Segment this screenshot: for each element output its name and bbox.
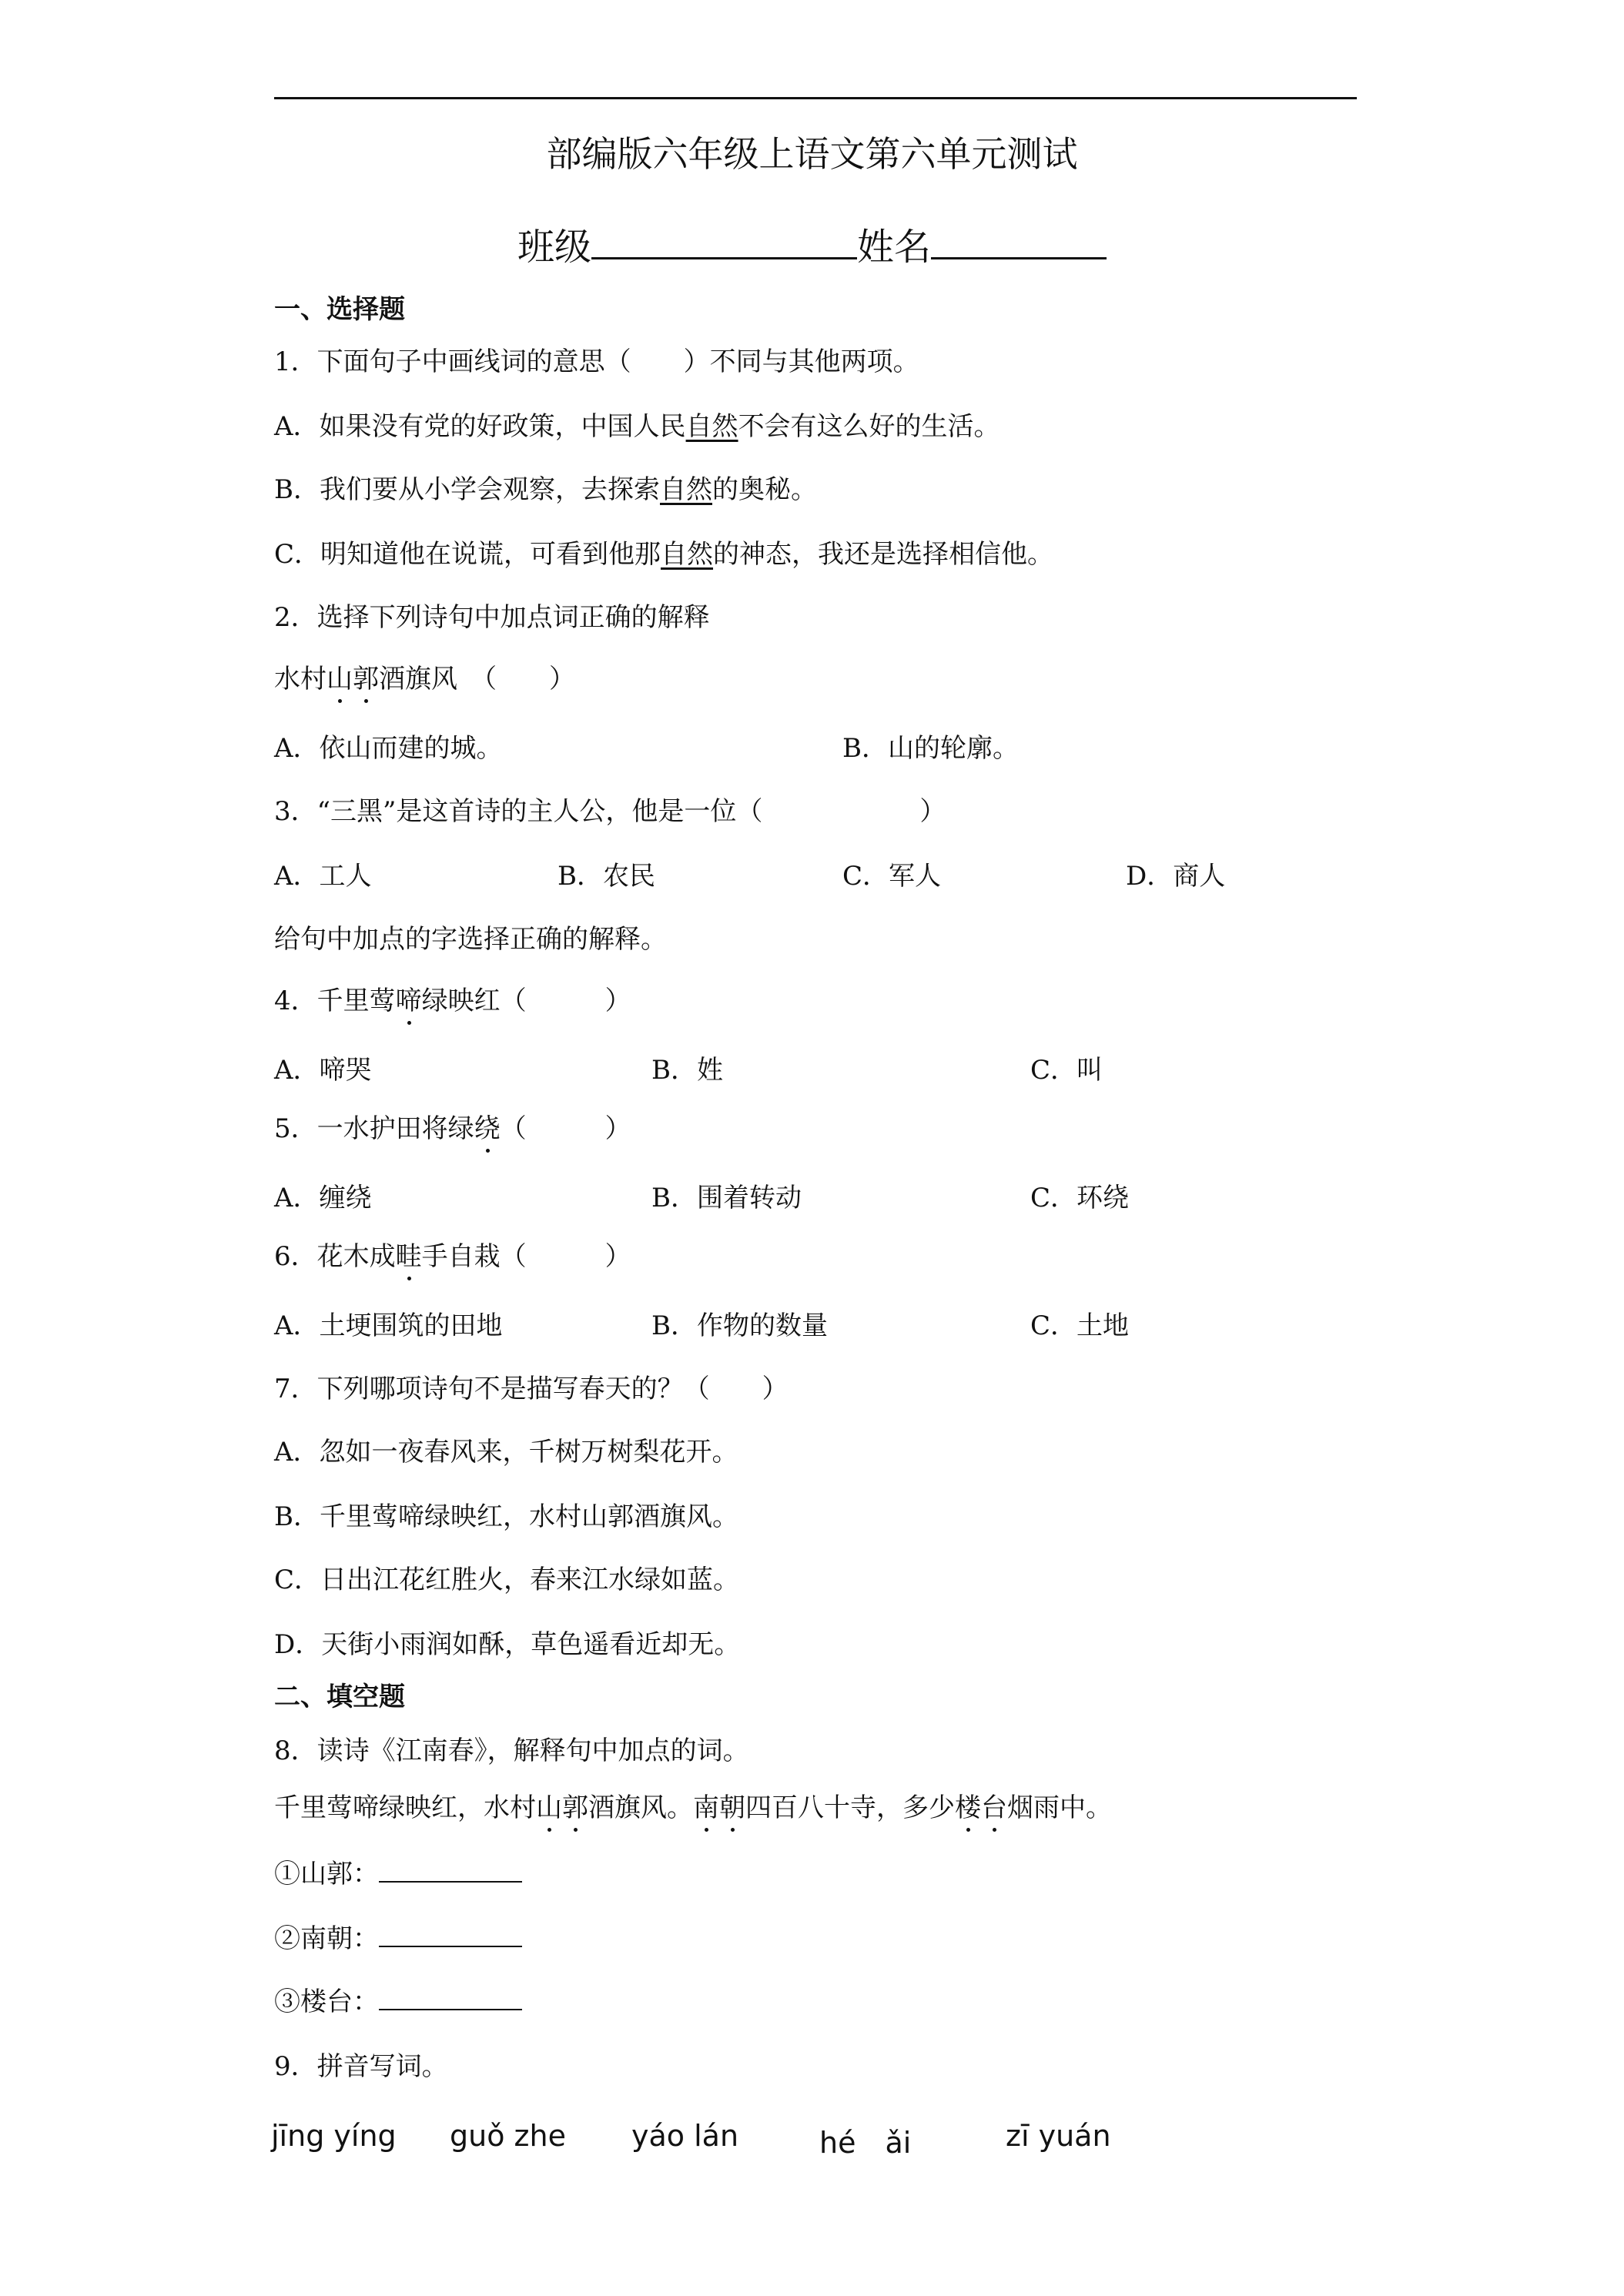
- dotted-char: 南: [693, 1786, 719, 1824]
- question-4-option-c[interactable]: C．叫: [1030, 1055, 1103, 1086]
- section-heading-choice: 一、选择题: [274, 294, 405, 325]
- poem-text: 千里莺啼绿映红，水村: [274, 1792, 536, 1823]
- class-blank[interactable]: [591, 223, 857, 259]
- question-9-stem: 9．拼音写词。: [274, 2051, 448, 2082]
- dotted-char: 郭: [353, 658, 379, 695]
- dotted-char: 楼: [955, 1786, 981, 1824]
- question-7-option-a[interactable]: A．忽如一夜春风来，千树万树梨花开。: [274, 1437, 738, 1468]
- question-8-item-2: [274, 1917, 522, 1955]
- pinyin-word-4: hé ǎi: [819, 2126, 912, 2160]
- answer-blank[interactable]: [379, 1923, 522, 1947]
- question-8-item-1: [274, 1853, 522, 1890]
- poem-text: 酒旗风。: [588, 1792, 693, 1823]
- question-4-option-a[interactable]: A．啼哭: [274, 1055, 372, 1086]
- underlined-word: 自然: [659, 474, 712, 505]
- question-5-option-c[interactable]: C．环绕: [1030, 1183, 1130, 1213]
- instruction-text: 给句中加点的字选择正确的解释。: [274, 924, 667, 955]
- question-6-stem: [274, 1235, 631, 1273]
- answer-blank[interactable]: [379, 1858, 522, 1883]
- underlined-word: 自然: [685, 411, 738, 442]
- option-text: 不会有这么好的生活。: [738, 411, 1000, 442]
- question-1-option-b[interactable]: [274, 468, 817, 506]
- option-text: 的神态，我还是选择相信他。: [713, 539, 1054, 570]
- question-4-stem: [274, 979, 631, 1017]
- stem-text: 6．花木成: [274, 1241, 396, 1272]
- item-label: ②南朝：: [274, 1923, 379, 1954]
- stem-text: 手自栽（ ）: [421, 1241, 631, 1272]
- question-2-option-b[interactable]: B．山的轮廓。: [842, 733, 1019, 764]
- verse-text: 酒旗风 （ ）: [379, 664, 575, 694]
- question-5-option-a[interactable]: A．缠绕: [274, 1183, 372, 1213]
- question-8-stem: 8．读诗《江南春》，解释句中加点的词。: [274, 1735, 749, 1766]
- question-5-option-b[interactable]: B．围着转动: [651, 1183, 802, 1213]
- dotted-char: 山: [326, 658, 353, 695]
- option-text: B．我们要从小学会观察，去探索: [274, 474, 660, 505]
- question-6-option-a[interactable]: A．土埂围筑的田地: [274, 1310, 503, 1341]
- question-1-option-a[interactable]: [274, 405, 1000, 443]
- pinyin-word-5: zī yuán: [1006, 2119, 1111, 2153]
- question-7-option-c[interactable]: C．日出江花红胜火，春来江水绿如蓝。: [274, 1565, 740, 1595]
- option-text: C．明知道他在说谎，可看到他那: [274, 539, 661, 570]
- section-heading-fill: 二、填空题: [274, 1682, 405, 1712]
- class-name-line: [0, 217, 1624, 270]
- poem-text: 烟雨中。: [1007, 1792, 1112, 1823]
- name-label: 姓名: [857, 226, 932, 269]
- question-6-option-c[interactable]: C．土地: [1030, 1310, 1130, 1341]
- dotted-char: 山: [536, 1786, 562, 1824]
- question-7-stem: 7．下列哪项诗句不是描写春天的？（ ）: [274, 1374, 789, 1404]
- question-6-option-b[interactable]: B．作物的数量: [651, 1310, 828, 1341]
- dotted-char: 郭: [562, 1786, 588, 1824]
- option-text: A．如果没有党的好政策，中国人民: [274, 411, 686, 442]
- question-2-verse: [274, 658, 575, 695]
- question-3-stem: 3．“三黑”是这首诗的主人公，他是一位（ ）: [274, 796, 946, 827]
- question-7-option-b[interactable]: B．千里莺啼绿映红，水村山郭酒旗风。: [274, 1501, 738, 1532]
- pinyin-word-2: guǒ zhe: [450, 2119, 566, 2153]
- question-3-option-d[interactable]: D．商人: [1126, 861, 1226, 892]
- question-2-option-a[interactable]: A．依山而建的城。: [274, 733, 503, 764]
- answer-blank[interactable]: [379, 1986, 522, 2010]
- stem-text: 5．一水护田将绿: [274, 1113, 474, 1144]
- poem-text: 四百八十寺，多少: [745, 1792, 955, 1823]
- question-2-stem: 2．选择下列诗句中加点词正确的解释: [274, 602, 710, 633]
- question-3-option-a[interactable]: A．工人: [274, 861, 372, 892]
- pinyin-word-1: jīng yíng: [271, 2119, 397, 2153]
- question-1-option-c[interactable]: [274, 533, 1053, 571]
- verse-text: 水村: [274, 664, 326, 694]
- question-4-option-b[interactable]: B．姓: [651, 1055, 723, 1086]
- question-3-option-b[interactable]: B．农民: [558, 861, 655, 892]
- dotted-char: 畦: [396, 1235, 422, 1273]
- pinyin-word-3: yáo lán: [631, 2119, 739, 2153]
- underlined-word: 自然: [661, 539, 714, 570]
- option-text: 的奥秘。: [712, 474, 817, 505]
- question-1-stem: 1．下面句子中画线词的意思（ ）不同与其他两项。: [274, 346, 919, 377]
- question-8-poem: [274, 1786, 1112, 1824]
- item-label: ①山郭：: [274, 1859, 379, 1889]
- page-title: 部编版六年级上语文第六单元测试: [546, 133, 1078, 175]
- question-8-item-3: [274, 1980, 522, 2018]
- question-3-option-c[interactable]: C．军人: [842, 861, 942, 892]
- question-5-stem: [274, 1107, 631, 1145]
- question-7-option-d[interactable]: D．天街小雨润如酥，草色遥看近却无。: [274, 1629, 741, 1660]
- dotted-char: 啼: [396, 979, 422, 1017]
- name-blank[interactable]: [931, 223, 1107, 259]
- item-label: ③楼台：: [274, 1986, 379, 2017]
- dotted-char: 绕: [474, 1107, 501, 1145]
- stem-text: 绿映红（ ）: [421, 986, 631, 1016]
- dotted-char: 台: [981, 1786, 1007, 1824]
- stem-text: 4．千里莺: [274, 986, 396, 1016]
- top-rule: [274, 97, 1357, 99]
- dotted-char: 朝: [719, 1786, 745, 1824]
- stem-text: （ ）: [500, 1113, 631, 1144]
- class-label: 班级: [517, 226, 591, 269]
